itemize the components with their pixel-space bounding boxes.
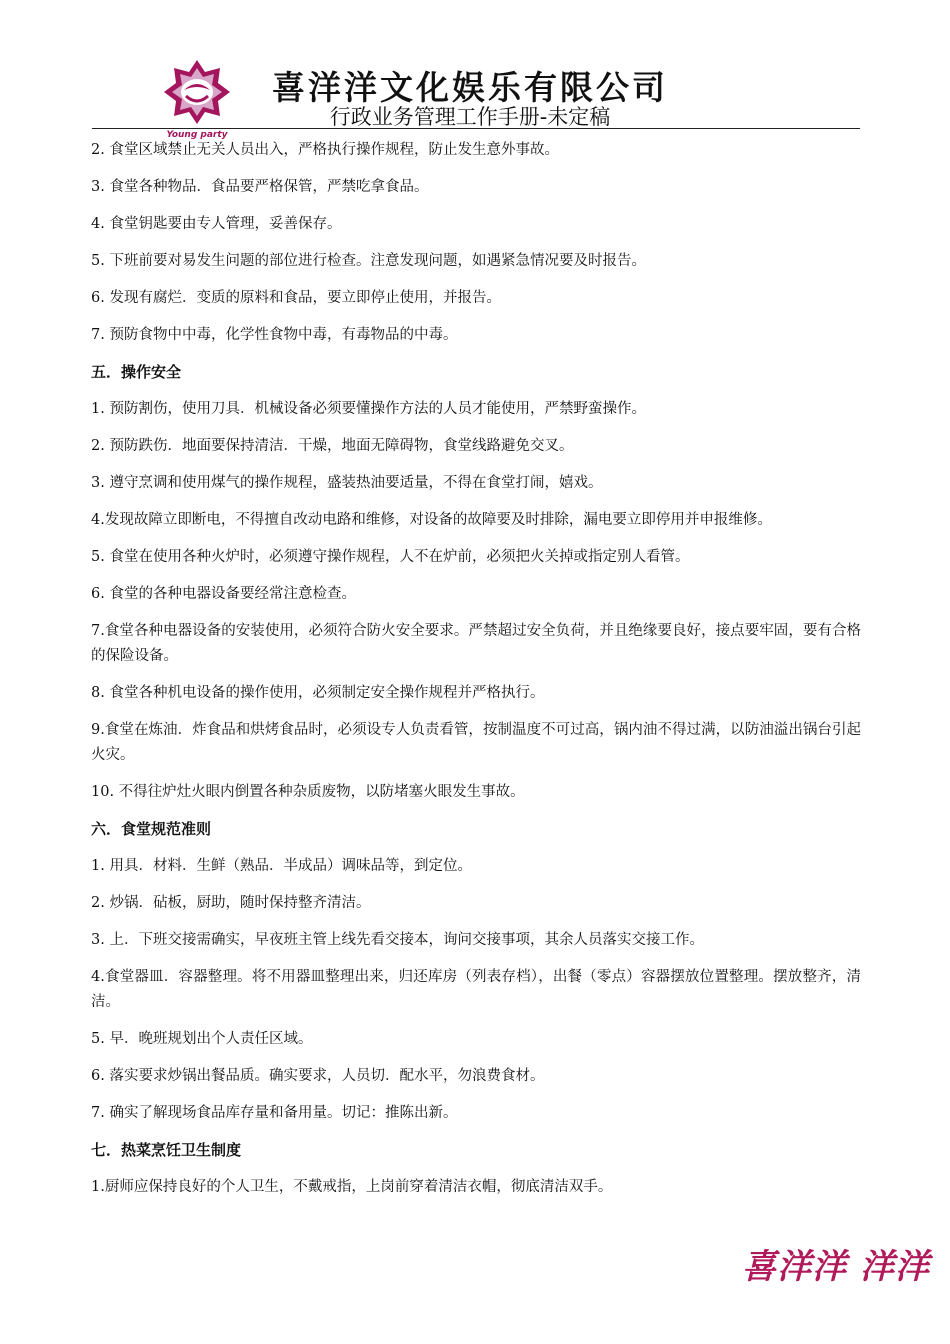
paragraph: 7.食堂各种电器设备的安装使用，必须符合防火安全要求。严禁超过安全负荷，并且绝缘要良好，接点要牢固，要有合格的保险设备。 bbox=[91, 623, 861, 664]
paragraph: 3. 食堂各种物品．食品要严格保管，严禁吃拿食品。 bbox=[91, 179, 429, 195]
paragraph: 3. 遵守烹调和使用煤气的操作规程，盛装热油要适量，不得在食堂打闹，嬉戏。 bbox=[91, 475, 603, 491]
paragraph: 6. 发现有腐烂．变质的原料和食品，要立即停止使用，并报告。 bbox=[91, 290, 501, 306]
paragraph: 5. 下班前要对易发生问题的部位进行检查。注意发现问题，如遇紧急情况要及时报告。 bbox=[91, 253, 646, 269]
footer-brand-logo-icon bbox=[740, 1236, 945, 1296]
company-name: 喜洋洋文化娱乐有限公司 bbox=[272, 68, 668, 107]
paragraph: 2. 食堂区域禁止无关人员出入，严格执行操作规程，防止发生意外事故。 bbox=[91, 142, 559, 158]
header-divider bbox=[92, 128, 860, 129]
paragraph: 4.发现故障立即断电，不得擅自改动电路和维修，对设备的故障要及时排除，漏电要立即停用并申报维修。 bbox=[91, 512, 772, 528]
paragraph: 1. 预防割伤，使用刀具．机械设备必须要懂操作方法的人员才能使用，严禁野蛮操作。 bbox=[91, 401, 646, 417]
paragraph: 5. 食堂在使用各种火炉时，必须遵守操作规程，人不在炉前，必须把火关掉或指定别人看管。 bbox=[91, 549, 690, 565]
paragraph: 6. 落实要求炒锅出餐品质。确实要求，人员切．配水平，勿浪费食材。 bbox=[91, 1068, 545, 1084]
paragraph: 7. 预防食物中中毒，化学性食物中毒，有毒物品的中毒。 bbox=[91, 327, 458, 343]
section-heading: 七．热菜烹饪卫生制度 bbox=[91, 1141, 242, 1159]
section-heading: 六．食堂规范准则 bbox=[91, 820, 212, 838]
paragraph: 9.食堂在炼油．炸食品和烘烤食品时，必须设专人负责看管，按制温度不可过高，锅内油不得过满，以防油溢出锅台引起火灾。 bbox=[91, 722, 861, 763]
paragraph: 5. 早．晚班规划出个人责任区域。 bbox=[91, 1031, 313, 1047]
paragraph: 4. 食堂钥匙要由专人管理，妥善保存。 bbox=[91, 216, 342, 232]
paragraph: 4.食堂器皿．容器整理。将不用器皿整理出来，归还库房（列表存档），出餐（零点）容器摆放位置整理。摆放整齐，清洁。 bbox=[91, 969, 861, 1010]
paragraph: 8. 食堂各种机电设备的操作使用，必须制定安全操作规程并严格执行。 bbox=[91, 685, 545, 701]
paragraph: 2. 炒锅．砧板，厨助，随时保持整齐清洁。 bbox=[91, 895, 371, 911]
paragraph: 1.厨师应保持良好的个人卫生，不戴戒指，上岗前穿着清洁衣帽，彻底清洁双手。 bbox=[91, 1179, 613, 1195]
paragraph: 6. 食堂的各种电器设备要经常注意检查。 bbox=[91, 586, 356, 602]
paragraph: 3. 上．下班交接需确实，早夜班主管上线先看交接本，询问交接事项，其余人员落实交接工作。 bbox=[91, 932, 704, 948]
section-heading: 五．操作安全 bbox=[91, 363, 182, 381]
document-body bbox=[91, 138, 861, 1212]
paragraph: 1. 用具．材料．生鲜（熟品．半成品）调味品等，到定位。 bbox=[91, 858, 472, 874]
paragraph: 10. 不得往炉灶火眼内倒置各种杂质废物，以防堵塞火眼发生事故。 bbox=[91, 784, 525, 800]
page-header bbox=[0, 0, 950, 140]
paragraph: 2. 预防跌伤．地面要保持清洁．干燥，地面无障碍物，食堂线路避免交叉。 bbox=[91, 438, 574, 454]
document-subtitle: 行政业务管理工作手册-未定稿 bbox=[329, 105, 611, 129]
company-logo-icon bbox=[162, 58, 232, 142]
logo-caption: Young party bbox=[166, 130, 228, 140]
paragraph: 7. 确实了解现场食品库存量和备用量。切记：推陈出新。 bbox=[91, 1105, 458, 1121]
footer-logo-text: 喜洋洋 洋洋 bbox=[742, 1247, 930, 1287]
